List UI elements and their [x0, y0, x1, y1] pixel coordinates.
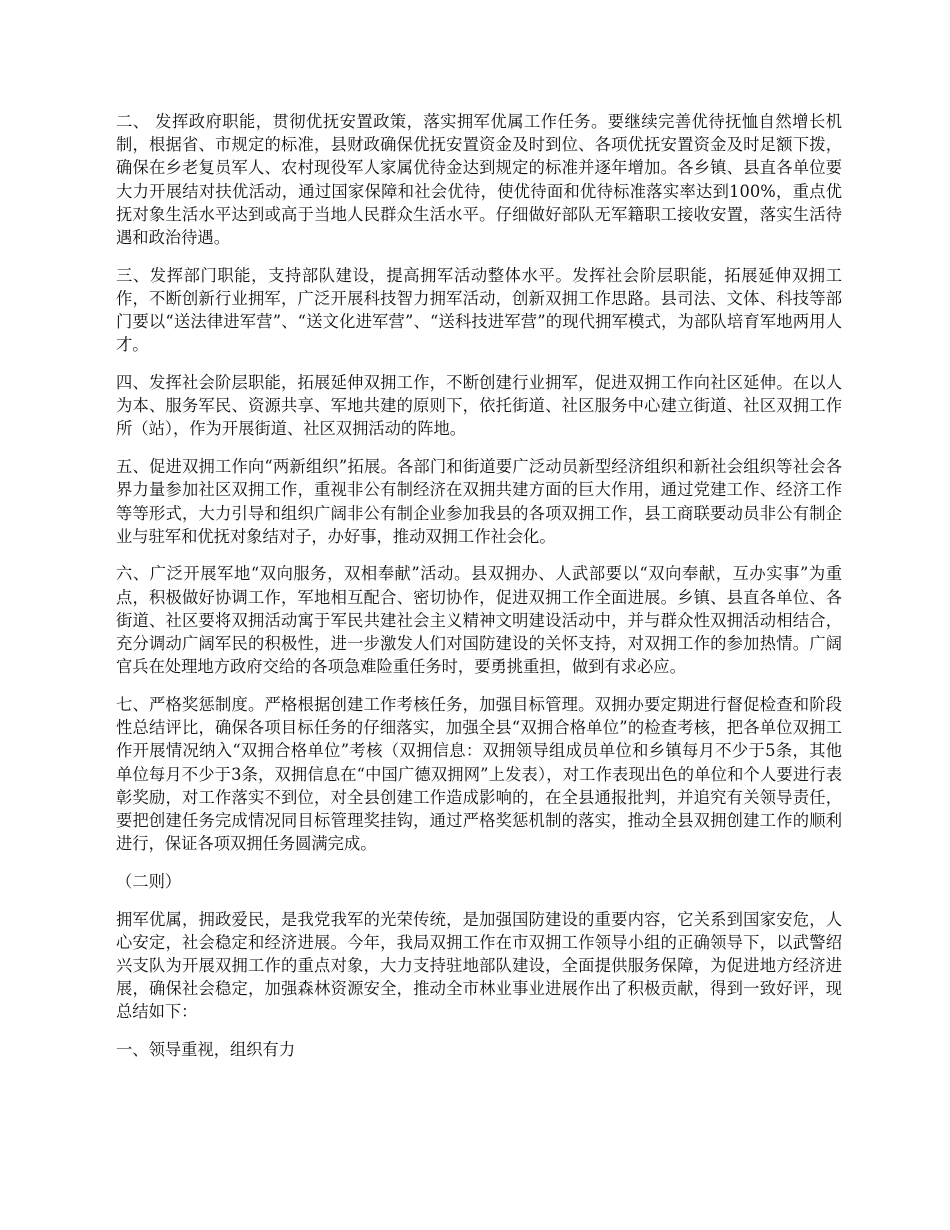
- paragraph-section-four: 四、发挥社会阶层职能，拓展延伸双拥工作，不断创建行业拥军，促进双拥工作向社区延伸。在以人为本、服务军民、资源共享、军地共建的原则下，依托街道、社区服务中心建立街道、社区双拥工作所（站），作为开展街道、社区双拥活动的阵地。: [116, 373, 842, 439]
- paragraph-intro: 拥军优属，拥政爱民，是我党我军的光荣传统，是加强国防建设的重要内容，它关系到国家安危，人心安定，社会稳定和经济进展。今年，我局双拥工作在市双拥工作领导小组的正确领导下，以武警绍兴支队为开展双拥工作的重点对象，大力支持驻地部队建设，全面提供服务保障，为促进地方经济进展，确保社会稳定，加强森林资源安全，推动全市林业事业进展作出了积极贡献，得到一致好评，现总结如下：: [116, 909, 842, 1022]
- section-heading-part-two: （二则）: [116, 871, 182, 891]
- paragraph-section-seven: 七、严格奖惩制度。严格根据创建工作考核任务，加强目标管理。双拥办要定期进行督促检查和阶段性总结评比，确保各项目标任务的仔细落实，加强全县“双拥合格单位”的检查考核，把各单位双拥工作开展情况纳入“双拥合格单位”考核（双拥信息：双拥领导组成员单位和乡镇每月不少于5条，其他单位每月不少于3条，双拥信息在“中国广德双拥网”上发表），对工作表现出色的单位和个人要进行表彰奖励，对工作落实不到位，对全县创建工作造成影响的，在全县通报批判，并追究有关领导责任，要把创建任务完成情况同目标管理奖挂钩，通过严格奖惩机制的落实，推动全县双拥创建工作的顺利进行，保证各项双拥任务圆满完成。: [116, 694, 842, 854]
- paragraph-section-two: 二、 发挥政府职能，贯彻优抚安置政策，落实拥军优属工作任务。要继续完善优待抚恤自然增长机制，根据省、市规定的标准，县财政确保优抚安置资金及时到位、各项优抚安置资金及时足额下拨，确保在乡老复员军人、农村现役军人家属优待金达到规定的标准并逐年增加。各乡镇、县直各单位要大力开展结对扶优活动，通过国家保障和社会优待，使优待面和优待标准落实率达到100%，重点优抚对象生活水平达到或高于当地人民群众生活水平。仔细做好部队无军籍职工接收安置，落实生活待遇和政治待遇。: [116, 112, 842, 248]
- paragraph-section-three: 三、发挥部门职能，支持部队建设，提高拥军活动整体水平。发挥社会阶层职能，拓展延伸双拥工作，不断创新行业拥军，广泛开展科技智力拥军活动，创新双拥工作思路。县司法、文体、科技等部门要以“送法律进军营”、“送文化进军营”、“送科技进军营”的现代拥军模式，为部队培育军地两用人才。: [116, 265, 842, 355]
- document-page: [116, 110, 842, 1076]
- paragraph-section-six: 六、广泛开展军地“双向服务，双相奉献”活动。县双拥办、人武部要以“双向奉献，互办实事”为重点，积极做好协调工作，军地相互配合、密切协作，促进双拥工作全面进展。乡镇、县直各单位、各街道、社区要将双拥活动寓于军民共建社会主义精神文明建设活动中，并与群众性双拥活动相结合，充分调动广阔军民的积极性，进一步激发人们对国防建设的关怀支持，对双拥工作的参加热情。广阔官兵在处理地方政府交给的各项急难险重任务时，要勇挑重担，做到有求必应。: [116, 564, 842, 677]
- paragraph-section-five: 五、促进双拥工作向“两新组织”拓展。各部门和街道要广泛动员新型经济组织和新社会组织等社会各界力量参加社区双拥工作，重视非公有制经济在双拥共建方面的巨大作用，通过党建工作、经济工作等等形式，大力引导和组织广阔非公有制企业参加我县的各项双拥工作，县工商联要动员非公有制企业与驻军和优抚对象结对子，办好事，推动双拥工作社会化。: [116, 457, 842, 546]
- subheading-section-one: 一、领导重视，组织有力: [116, 1040, 296, 1060]
